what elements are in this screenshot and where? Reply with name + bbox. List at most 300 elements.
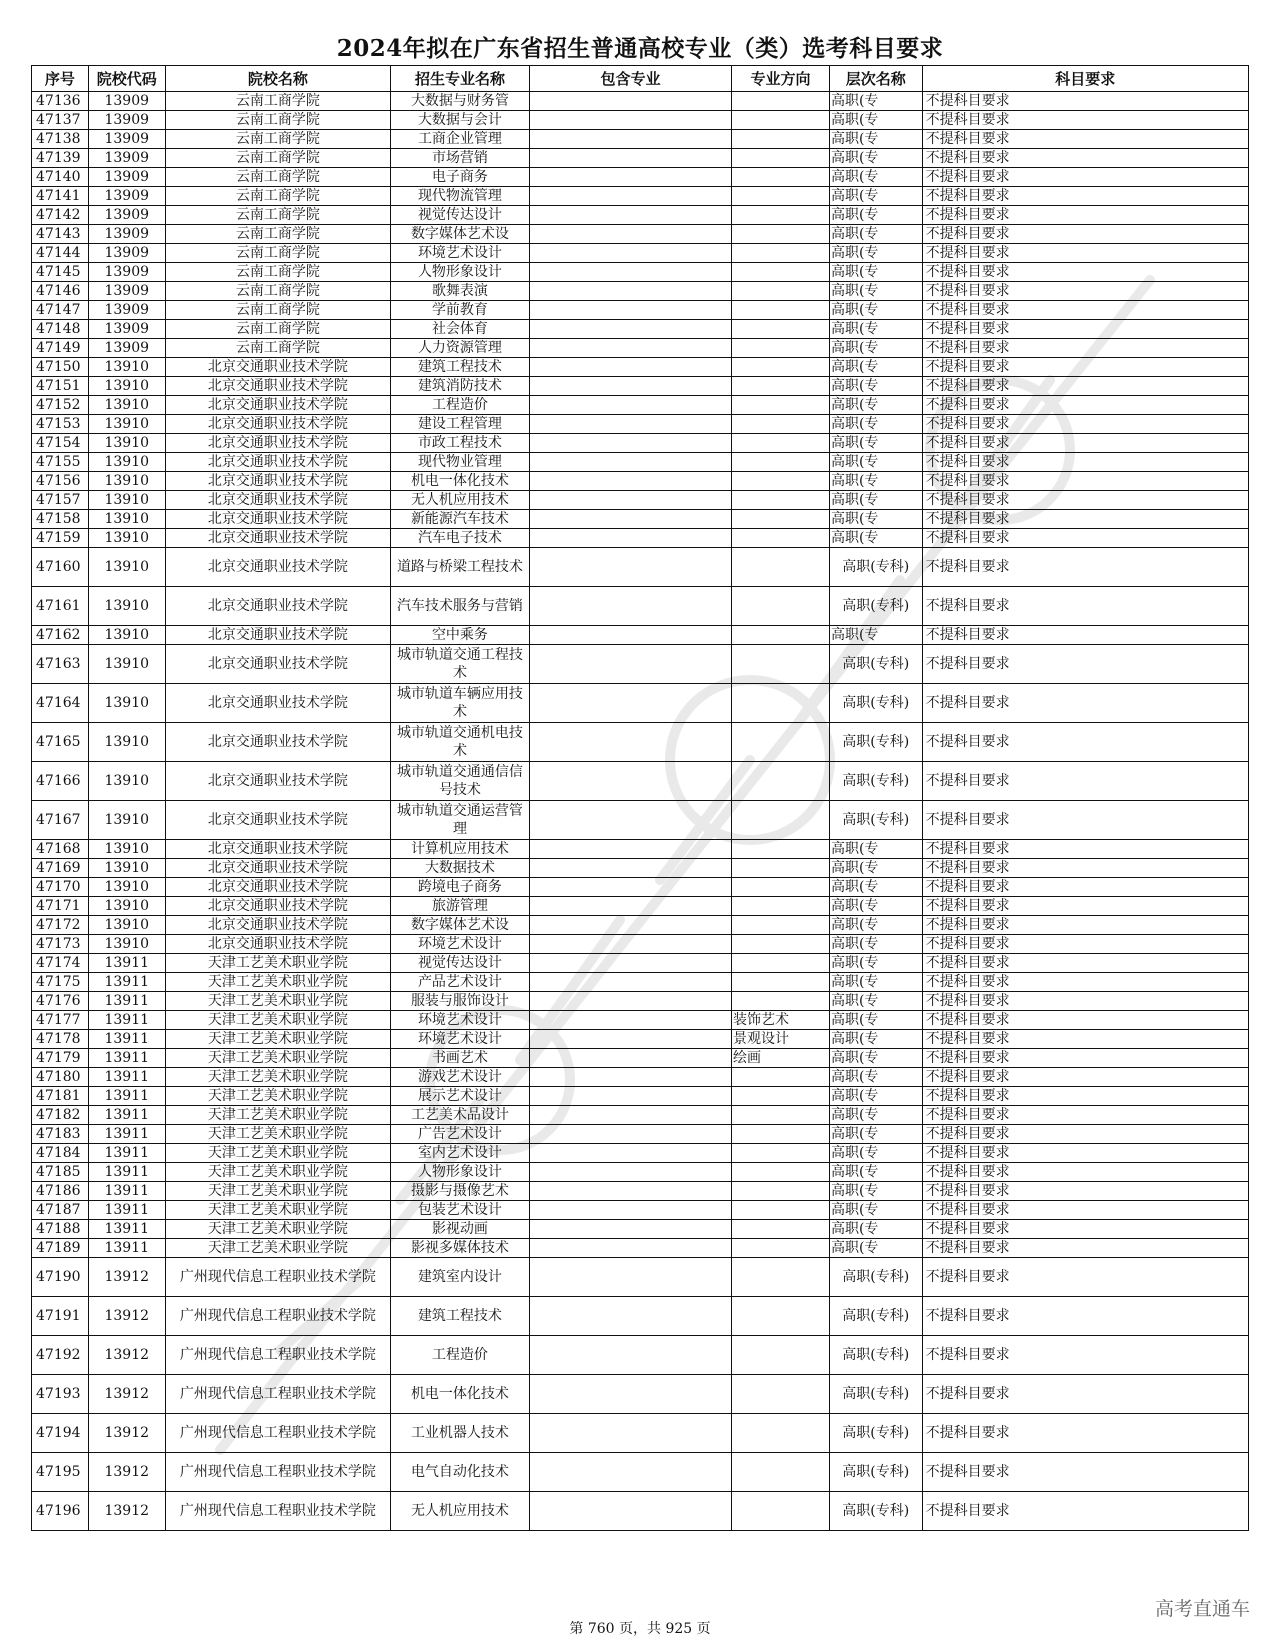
cell-code: 13912 xyxy=(88,1258,165,1297)
cell-included xyxy=(529,149,731,168)
cell-id: 47154 xyxy=(32,434,89,453)
cell-level: 高职(专 xyxy=(829,992,922,1011)
table-row xyxy=(32,1144,1249,1163)
cell-code: 13910 xyxy=(88,453,165,472)
cell-school: 北京交通职业技术学院 xyxy=(165,645,390,684)
table-row xyxy=(32,1049,1249,1068)
cell-id: 47156 xyxy=(32,472,89,491)
cell-included xyxy=(529,1125,731,1144)
table-row xyxy=(32,954,1249,973)
cell-direction xyxy=(732,358,830,377)
cell-requirement: 不提科目要求 xyxy=(922,645,1248,684)
cell-school: 天津工艺美术职业学院 xyxy=(165,1011,390,1030)
cell-direction xyxy=(732,282,830,301)
cell-major: 环境艺术设计 xyxy=(390,935,529,954)
cell-level: 高职(专 xyxy=(829,897,922,916)
cell-direction xyxy=(732,1297,830,1336)
cell-included xyxy=(529,320,731,339)
cell-requirement: 不提科目要求 xyxy=(922,434,1248,453)
cell-included xyxy=(529,1201,731,1220)
cell-major: 大数据与财务管 xyxy=(390,92,529,111)
cell-code: 13911 xyxy=(88,1182,165,1201)
cell-id: 47157 xyxy=(32,491,89,510)
cell-requirement: 不提科目要求 xyxy=(922,130,1248,149)
cell-included xyxy=(529,244,731,263)
cell-id: 47188 xyxy=(32,1220,89,1239)
cell-level: 高职(专科) xyxy=(829,1297,922,1336)
cell-school: 云南工商学院 xyxy=(165,301,390,320)
cell-direction: 装饰艺术 xyxy=(732,1011,830,1030)
table-row xyxy=(32,1258,1249,1297)
cell-school: 广州现代信息工程职业技术学院 xyxy=(165,1336,390,1375)
cell-level: 高职(专 xyxy=(829,187,922,206)
cell-direction xyxy=(732,1336,830,1375)
cell-major: 大数据技术 xyxy=(390,859,529,878)
cell-direction xyxy=(732,1239,830,1258)
cell-direction: 绘画 xyxy=(732,1049,830,1068)
cell-major: 服装与服饰设计 xyxy=(390,992,529,1011)
cell-requirement: 不提科目要求 xyxy=(922,840,1248,859)
cell-school: 广州现代信息工程职业技术学院 xyxy=(165,1258,390,1297)
cell-school: 云南工商学院 xyxy=(165,187,390,206)
table-row xyxy=(32,377,1249,396)
cell-school: 天津工艺美术职业学院 xyxy=(165,1239,390,1258)
header-direction: 专业方向 xyxy=(732,66,830,92)
cell-direction xyxy=(732,916,830,935)
cell-direction xyxy=(732,206,830,225)
table-row xyxy=(32,1163,1249,1182)
cell-direction xyxy=(732,762,830,801)
cell-school: 天津工艺美术职业学院 xyxy=(165,1220,390,1239)
cell-requirement: 不提科目要求 xyxy=(922,1336,1248,1375)
cell-direction: 景观设计 xyxy=(732,1030,830,1049)
table-row xyxy=(32,415,1249,434)
table-row xyxy=(32,225,1249,244)
cell-included xyxy=(529,587,731,626)
cell-requirement: 不提科目要求 xyxy=(922,529,1248,548)
cell-requirement: 不提科目要求 xyxy=(922,587,1248,626)
cell-code: 13912 xyxy=(88,1336,165,1375)
cell-level: 高职(专科) xyxy=(829,548,922,587)
cell-requirement: 不提科目要求 xyxy=(922,1068,1248,1087)
cell-school: 北京交通职业技术学院 xyxy=(165,434,390,453)
cell-major: 视觉传达设计 xyxy=(390,206,529,225)
cell-id: 47183 xyxy=(32,1125,89,1144)
cell-requirement: 不提科目要求 xyxy=(922,1375,1248,1414)
cell-included xyxy=(529,723,731,762)
cell-requirement: 不提科目要求 xyxy=(922,377,1248,396)
cell-school: 天津工艺美术职业学院 xyxy=(165,992,390,1011)
cell-included xyxy=(529,1414,731,1453)
cell-included xyxy=(529,1258,731,1297)
table-row xyxy=(32,358,1249,377)
cell-requirement: 不提科目要求 xyxy=(922,548,1248,587)
cell-requirement: 不提科目要求 xyxy=(922,1258,1248,1297)
cell-major: 人力资源管理 xyxy=(390,339,529,358)
cell-requirement: 不提科目要求 xyxy=(922,954,1248,973)
cell-major: 道路与桥梁工程技术 xyxy=(390,548,529,587)
cell-included xyxy=(529,282,731,301)
cell-id: 47165 xyxy=(32,723,89,762)
cell-code: 13910 xyxy=(88,396,165,415)
table-row xyxy=(32,1239,1249,1258)
cell-id: 47163 xyxy=(32,645,89,684)
cell-major: 城市轨道交通运营管理 xyxy=(390,801,529,840)
cell-id: 47147 xyxy=(32,301,89,320)
cell-code: 13909 xyxy=(88,149,165,168)
cell-direction xyxy=(732,130,830,149)
cell-included xyxy=(529,1049,731,1068)
cell-major: 人物形象设计 xyxy=(390,263,529,282)
cell-level: 高职(专科) xyxy=(829,684,922,723)
cell-major: 汽车电子技术 xyxy=(390,529,529,548)
cell-code: 13909 xyxy=(88,92,165,111)
cell-school: 天津工艺美术职业学院 xyxy=(165,1106,390,1125)
cell-id: 47192 xyxy=(32,1336,89,1375)
cell-major: 建筑工程技术 xyxy=(390,358,529,377)
cell-direction xyxy=(732,935,830,954)
cell-direction xyxy=(732,1182,830,1201)
cell-id: 47176 xyxy=(32,992,89,1011)
cell-major: 电子商务 xyxy=(390,168,529,187)
cell-code: 13911 xyxy=(88,1011,165,1030)
cell-requirement: 不提科目要求 xyxy=(922,225,1248,244)
cell-school: 北京交通职业技术学院 xyxy=(165,762,390,801)
cell-major: 环境艺术设计 xyxy=(390,1030,529,1049)
cell-id: 47179 xyxy=(32,1049,89,1068)
cell-direction xyxy=(732,723,830,762)
cell-included xyxy=(529,434,731,453)
cell-school: 云南工商学院 xyxy=(165,244,390,263)
cell-code: 13910 xyxy=(88,935,165,954)
cell-direction xyxy=(732,491,830,510)
cell-requirement: 不提科目要求 xyxy=(922,1453,1248,1492)
cell-requirement: 不提科目要求 xyxy=(922,301,1248,320)
cell-school: 云南工商学院 xyxy=(165,111,390,130)
cell-included xyxy=(529,859,731,878)
cell-included xyxy=(529,684,731,723)
cell-direction xyxy=(732,1087,830,1106)
cell-school: 北京交通职业技术学院 xyxy=(165,453,390,472)
cell-major: 建筑工程技术 xyxy=(390,1297,529,1336)
cell-direction xyxy=(732,992,830,1011)
cell-included xyxy=(529,510,731,529)
cell-level: 高职(专 xyxy=(829,111,922,130)
cell-included xyxy=(529,1453,731,1492)
cell-included xyxy=(529,1011,731,1030)
cell-level: 高职(专科) xyxy=(829,762,922,801)
cell-code: 13910 xyxy=(88,529,165,548)
cell-id: 47161 xyxy=(32,587,89,626)
cell-major: 书画艺术 xyxy=(390,1049,529,1068)
cell-direction xyxy=(732,587,830,626)
cell-id: 47186 xyxy=(32,1182,89,1201)
cell-included xyxy=(529,1239,731,1258)
cell-direction xyxy=(732,529,830,548)
cell-code: 13909 xyxy=(88,320,165,339)
cell-id: 47178 xyxy=(32,1030,89,1049)
page-footer: 第 760 页，共 925 页 xyxy=(569,1621,711,1637)
cell-code: 13910 xyxy=(88,684,165,723)
cell-school: 北京交通职业技术学院 xyxy=(165,472,390,491)
cell-direction xyxy=(732,1106,830,1125)
table-header-row xyxy=(32,66,1249,92)
cell-included xyxy=(529,897,731,916)
cell-id: 47193 xyxy=(32,1375,89,1414)
cell-major: 影视多媒体技术 xyxy=(390,1239,529,1258)
cell-school: 北京交通职业技术学院 xyxy=(165,587,390,626)
cell-id: 47142 xyxy=(32,206,89,225)
cell-school: 天津工艺美术职业学院 xyxy=(165,954,390,973)
cell-level: 高职(专 xyxy=(829,225,922,244)
cell-included xyxy=(529,954,731,973)
cell-level: 高职(专 xyxy=(829,1087,922,1106)
table-row xyxy=(32,897,1249,916)
cell-school: 北京交通职业技术学院 xyxy=(165,801,390,840)
cell-included xyxy=(529,377,731,396)
cell-level: 高职(专 xyxy=(829,92,922,111)
cell-school: 北京交通职业技术学院 xyxy=(165,897,390,916)
cell-id: 47177 xyxy=(32,1011,89,1030)
table-row xyxy=(32,320,1249,339)
cell-direction xyxy=(732,415,830,434)
cell-school: 广州现代信息工程职业技术学院 xyxy=(165,1375,390,1414)
cell-direction xyxy=(732,1220,830,1239)
cell-major: 旅游管理 xyxy=(390,897,529,916)
table-row xyxy=(32,301,1249,320)
cell-included xyxy=(529,415,731,434)
table-row xyxy=(32,453,1249,472)
cell-school: 云南工商学院 xyxy=(165,168,390,187)
cell-requirement: 不提科目要求 xyxy=(922,1144,1248,1163)
cell-level: 高职(专 xyxy=(829,529,922,548)
cell-code: 13910 xyxy=(88,358,165,377)
cell-included xyxy=(529,1336,731,1375)
cell-id: 47158 xyxy=(32,510,89,529)
cell-code: 13910 xyxy=(88,415,165,434)
cell-id: 47141 xyxy=(32,187,89,206)
cell-requirement: 不提科目要求 xyxy=(922,878,1248,897)
cell-code: 13912 xyxy=(88,1375,165,1414)
cell-direction xyxy=(732,954,830,973)
table-row xyxy=(32,1125,1249,1144)
cell-included xyxy=(529,1030,731,1049)
cell-id: 47169 xyxy=(32,859,89,878)
cell-major: 影视动画 xyxy=(390,1220,529,1239)
table-row xyxy=(32,529,1249,548)
cell-requirement: 不提科目要求 xyxy=(922,935,1248,954)
cell-major: 无人机应用技术 xyxy=(390,491,529,510)
cell-major: 空中乘务 xyxy=(390,626,529,645)
cell-major: 摄影与摄像艺术 xyxy=(390,1182,529,1201)
table-row xyxy=(32,149,1249,168)
cell-included xyxy=(529,168,731,187)
cell-included xyxy=(529,225,731,244)
cell-code: 13911 xyxy=(88,1030,165,1049)
cell-major: 数字媒体艺术设 xyxy=(390,225,529,244)
cell-id: 47159 xyxy=(32,529,89,548)
cell-code: 13911 xyxy=(88,1068,165,1087)
cell-included xyxy=(529,263,731,282)
cell-level: 高职(专 xyxy=(829,472,922,491)
cell-school: 北京交通职业技术学院 xyxy=(165,548,390,587)
table-row xyxy=(32,111,1249,130)
table-row xyxy=(32,840,1249,859)
cell-id: 47139 xyxy=(32,149,89,168)
cell-major: 汽车技术服务与营销 xyxy=(390,587,529,626)
table-row xyxy=(32,339,1249,358)
cell-direction xyxy=(732,1258,830,1297)
cell-school: 北京交通职业技术学院 xyxy=(165,415,390,434)
cell-id: 47180 xyxy=(32,1068,89,1087)
cell-code: 13910 xyxy=(88,840,165,859)
cell-school: 北京交通职业技术学院 xyxy=(165,916,390,935)
cell-school: 天津工艺美术职业学院 xyxy=(165,1182,390,1201)
cell-school: 北京交通职业技术学院 xyxy=(165,723,390,762)
cell-school: 北京交通职业技术学院 xyxy=(165,377,390,396)
brand-watermark: 高考直通车 xyxy=(1154,1598,1250,1620)
cell-direction xyxy=(732,859,830,878)
cell-level: 高职(专 xyxy=(829,973,922,992)
cell-major: 建筑室内设计 xyxy=(390,1258,529,1297)
cell-level: 高职(专 xyxy=(829,935,922,954)
cell-school: 北京交通职业技术学院 xyxy=(165,626,390,645)
cell-major: 数字媒体艺术设 xyxy=(390,916,529,935)
cell-level: 高职(专 xyxy=(829,1144,922,1163)
cell-included xyxy=(529,491,731,510)
cell-requirement: 不提科目要求 xyxy=(922,396,1248,415)
table-row xyxy=(32,1375,1249,1414)
cell-major: 游戏艺术设计 xyxy=(390,1068,529,1087)
cell-included xyxy=(529,92,731,111)
cell-direction xyxy=(732,878,830,897)
requirements-table xyxy=(31,65,1249,1531)
table-row xyxy=(32,1220,1249,1239)
cell-level: 高职(专科) xyxy=(829,801,922,840)
cell-school: 广州现代信息工程职业技术学院 xyxy=(165,1297,390,1336)
table-row xyxy=(32,801,1249,840)
cell-school: 北京交通职业技术学院 xyxy=(165,396,390,415)
cell-major: 城市轨道交通机电技术 xyxy=(390,723,529,762)
cell-id: 47145 xyxy=(32,263,89,282)
cell-code: 13911 xyxy=(88,1144,165,1163)
cell-id: 47173 xyxy=(32,935,89,954)
header-major: 招生专业名称 xyxy=(390,66,529,92)
cell-included xyxy=(529,548,731,587)
cell-level: 高职(专 xyxy=(829,320,922,339)
cell-major: 城市轨道交通工程技术 xyxy=(390,645,529,684)
cell-requirement: 不提科目要求 xyxy=(922,1125,1248,1144)
table-row xyxy=(32,859,1249,878)
cell-requirement: 不提科目要求 xyxy=(922,723,1248,762)
cell-id: 47182 xyxy=(32,1106,89,1125)
cell-code: 13910 xyxy=(88,626,165,645)
cell-code: 13909 xyxy=(88,244,165,263)
cell-direction xyxy=(732,434,830,453)
cell-included xyxy=(529,472,731,491)
cell-included xyxy=(529,301,731,320)
cell-requirement: 不提科目要求 xyxy=(922,897,1248,916)
cell-direction xyxy=(732,472,830,491)
table-row xyxy=(32,244,1249,263)
cell-requirement: 不提科目要求 xyxy=(922,1106,1248,1125)
cell-level: 高职(专 xyxy=(829,263,922,282)
cell-included xyxy=(529,1492,731,1531)
cell-school: 云南工商学院 xyxy=(165,149,390,168)
cell-code: 13912 xyxy=(88,1453,165,1492)
cell-code: 13909 xyxy=(88,301,165,320)
cell-code: 13910 xyxy=(88,491,165,510)
cell-id: 47174 xyxy=(32,954,89,973)
cell-requirement: 不提科目要求 xyxy=(922,168,1248,187)
cell-id: 47184 xyxy=(32,1144,89,1163)
cell-id: 47155 xyxy=(32,453,89,472)
cell-requirement: 不提科目要求 xyxy=(922,1414,1248,1453)
cell-code: 13909 xyxy=(88,187,165,206)
cell-code: 13909 xyxy=(88,130,165,149)
cell-id: 47189 xyxy=(32,1239,89,1258)
cell-major: 工业机器人技术 xyxy=(390,1414,529,1453)
header-school: 院校名称 xyxy=(165,66,390,92)
table-row xyxy=(32,206,1249,225)
header-id: 序号 xyxy=(32,66,89,92)
cell-requirement: 不提科目要求 xyxy=(922,1163,1248,1182)
cell-major: 建筑消防技术 xyxy=(390,377,529,396)
cell-major: 跨境电子商务 xyxy=(390,878,529,897)
cell-school: 云南工商学院 xyxy=(165,339,390,358)
cell-direction xyxy=(732,626,830,645)
cell-requirement: 不提科目要求 xyxy=(922,1182,1248,1201)
cell-level: 高职(专 xyxy=(829,1068,922,1087)
cell-school: 云南工商学院 xyxy=(165,320,390,339)
table-row xyxy=(32,1492,1249,1531)
cell-direction xyxy=(732,1068,830,1087)
cell-major: 机电一体化技术 xyxy=(390,472,529,491)
cell-direction xyxy=(732,168,830,187)
cell-level: 高职(专 xyxy=(829,1030,922,1049)
table-row xyxy=(32,1201,1249,1220)
cell-requirement: 不提科目要求 xyxy=(922,626,1248,645)
cell-direction xyxy=(732,339,830,358)
cell-id: 47160 xyxy=(32,548,89,587)
cell-id: 47185 xyxy=(32,1163,89,1182)
cell-level: 高职(专 xyxy=(829,626,922,645)
page-title: 2024年拟在广东省招生普通高校专业（类）选考科目要求 xyxy=(336,35,944,62)
cell-requirement: 不提科目要求 xyxy=(922,1049,1248,1068)
cell-id: 47191 xyxy=(32,1297,89,1336)
cell-code: 13912 xyxy=(88,1414,165,1453)
cell-requirement: 不提科目要求 xyxy=(922,1201,1248,1220)
cell-level: 高职(专 xyxy=(829,282,922,301)
cell-included xyxy=(529,626,731,645)
table-row xyxy=(32,973,1249,992)
cell-direction xyxy=(732,1453,830,1492)
cell-level: 高职(专 xyxy=(829,377,922,396)
cell-code: 13911 xyxy=(88,1220,165,1239)
cell-requirement: 不提科目要求 xyxy=(922,1239,1248,1258)
cell-level: 高职(专 xyxy=(829,1239,922,1258)
cell-school: 云南工商学院 xyxy=(165,282,390,301)
cell-id: 47164 xyxy=(32,684,89,723)
table-row xyxy=(32,1182,1249,1201)
cell-id: 47167 xyxy=(32,801,89,840)
cell-direction xyxy=(732,187,830,206)
table-row xyxy=(32,1030,1249,1049)
cell-direction xyxy=(732,149,830,168)
cell-school: 云南工商学院 xyxy=(165,225,390,244)
cell-requirement: 不提科目要求 xyxy=(922,320,1248,339)
table-row xyxy=(32,626,1249,645)
